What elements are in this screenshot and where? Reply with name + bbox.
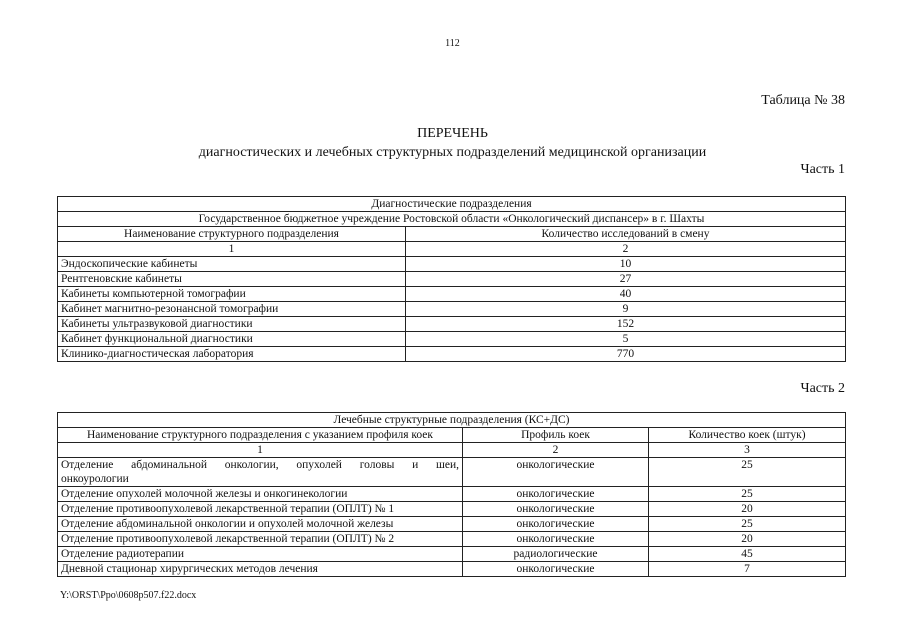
- row-name: Кабинеты ультразвуковой диагностики: [58, 317, 406, 332]
- row-profile: онкологические: [463, 487, 649, 502]
- organization-name: Государственное бюджетное учреждение Ростовской области «Онкологический диспансер» в г. Шахты: [58, 212, 846, 227]
- column-number: 3: [649, 443, 846, 458]
- row-count: 25: [649, 487, 846, 502]
- row-count: 9: [406, 302, 846, 317]
- table-row: [58, 287, 846, 302]
- table-row: [58, 257, 846, 272]
- row-count: 7: [649, 562, 846, 577]
- table-number: Таблица № 38: [761, 93, 845, 108]
- column-header: Количество исследований в смену: [406, 227, 846, 242]
- table-row: [58, 458, 846, 487]
- table-heading: Диагностические подразделения: [58, 197, 846, 212]
- row-name: Эндоскопические кабинеты: [58, 257, 406, 272]
- row-name-line: онкоурологии: [61, 473, 129, 485]
- table-row: [58, 487, 846, 502]
- table-row: [58, 562, 846, 577]
- row-count: 25: [649, 517, 846, 532]
- document-subtitle: диагностических и лечебных структурных подразделений медицинской организации: [198, 145, 707, 160]
- page-number: 112: [445, 38, 460, 49]
- table-row: [58, 272, 846, 287]
- row-count: 5: [406, 332, 846, 347]
- row-name: Отделение противоопухолевой лекарственной терапии (ОПЛТ) № 1: [58, 502, 463, 517]
- row-name: Отделение опухолей молочной железы и онкогинекологии: [58, 487, 463, 502]
- row-name: [58, 458, 463, 487]
- part1-label: Часть 1: [800, 162, 845, 177]
- row-name: Клинико-диагностическая лаборатория: [58, 347, 406, 362]
- row-name: Рентгеновские кабинеты: [58, 272, 406, 287]
- row-count: 770: [406, 347, 846, 362]
- row-name: Отделение абдоминальной онкологии и опухолей молочной железы: [58, 517, 463, 532]
- treatment-table: [57, 412, 846, 577]
- column-header: Количество коек (штук): [649, 428, 846, 443]
- column-number: 1: [58, 443, 463, 458]
- column-number: 2: [463, 443, 649, 458]
- document-title: ПЕРЕЧЕНЬ: [417, 126, 488, 141]
- table-row: [58, 302, 846, 317]
- row-count: 20: [649, 502, 846, 517]
- table-row: [58, 547, 846, 562]
- row-count: 27: [406, 272, 846, 287]
- table-row: [58, 347, 846, 362]
- row-profile: онкологические: [463, 517, 649, 532]
- column-number: 1: [58, 242, 406, 257]
- row-name: Кабинет функциональной диагностики: [58, 332, 406, 347]
- table-row: [58, 332, 846, 347]
- row-count: 20: [649, 532, 846, 547]
- column-header: Наименование структурного подразделения: [58, 227, 406, 242]
- table-heading: Лечебные структурные подразделения (КС+ДС): [58, 413, 846, 428]
- table-row: [58, 502, 846, 517]
- row-profile: онкологические: [463, 502, 649, 517]
- column-header: Наименование структурного подразделения с указанием профиля коек: [58, 428, 463, 443]
- row-name: Отделение радиотерапии: [58, 547, 463, 562]
- row-name: Кабинет магнитно-резонансной томографии: [58, 302, 406, 317]
- column-number: 2: [406, 242, 846, 257]
- row-name-line: Отделение абдоминальной онкологии, опухолей головы и шеи,: [61, 459, 459, 471]
- row-profile: радиологические: [463, 547, 649, 562]
- column-header: Профиль коек: [463, 428, 649, 443]
- row-count: 152: [406, 317, 846, 332]
- row-profile: онкологические: [463, 458, 649, 487]
- table-row: [58, 317, 846, 332]
- row-name: Дневной стационар хирургических методов лечения: [58, 562, 463, 577]
- row-profile: онкологические: [463, 562, 649, 577]
- row-name: Кабинеты компьютерной томографии: [58, 287, 406, 302]
- row-count: 10: [406, 257, 846, 272]
- row-name: Отделение противоопухолевой лекарственной терапии (ОПЛТ) № 2: [58, 532, 463, 547]
- table-row: [58, 517, 846, 532]
- row-count: 40: [406, 287, 846, 302]
- part2-label: Часть 2: [800, 381, 845, 396]
- diagnostic-table: [57, 196, 846, 362]
- row-profile: онкологические: [463, 532, 649, 547]
- table-row: [58, 532, 846, 547]
- file-path-footer: Y:\ORST\Ppo\0608p507.f22.docx: [60, 590, 197, 601]
- row-count: 45: [649, 547, 846, 562]
- row-count: 25: [649, 458, 846, 487]
